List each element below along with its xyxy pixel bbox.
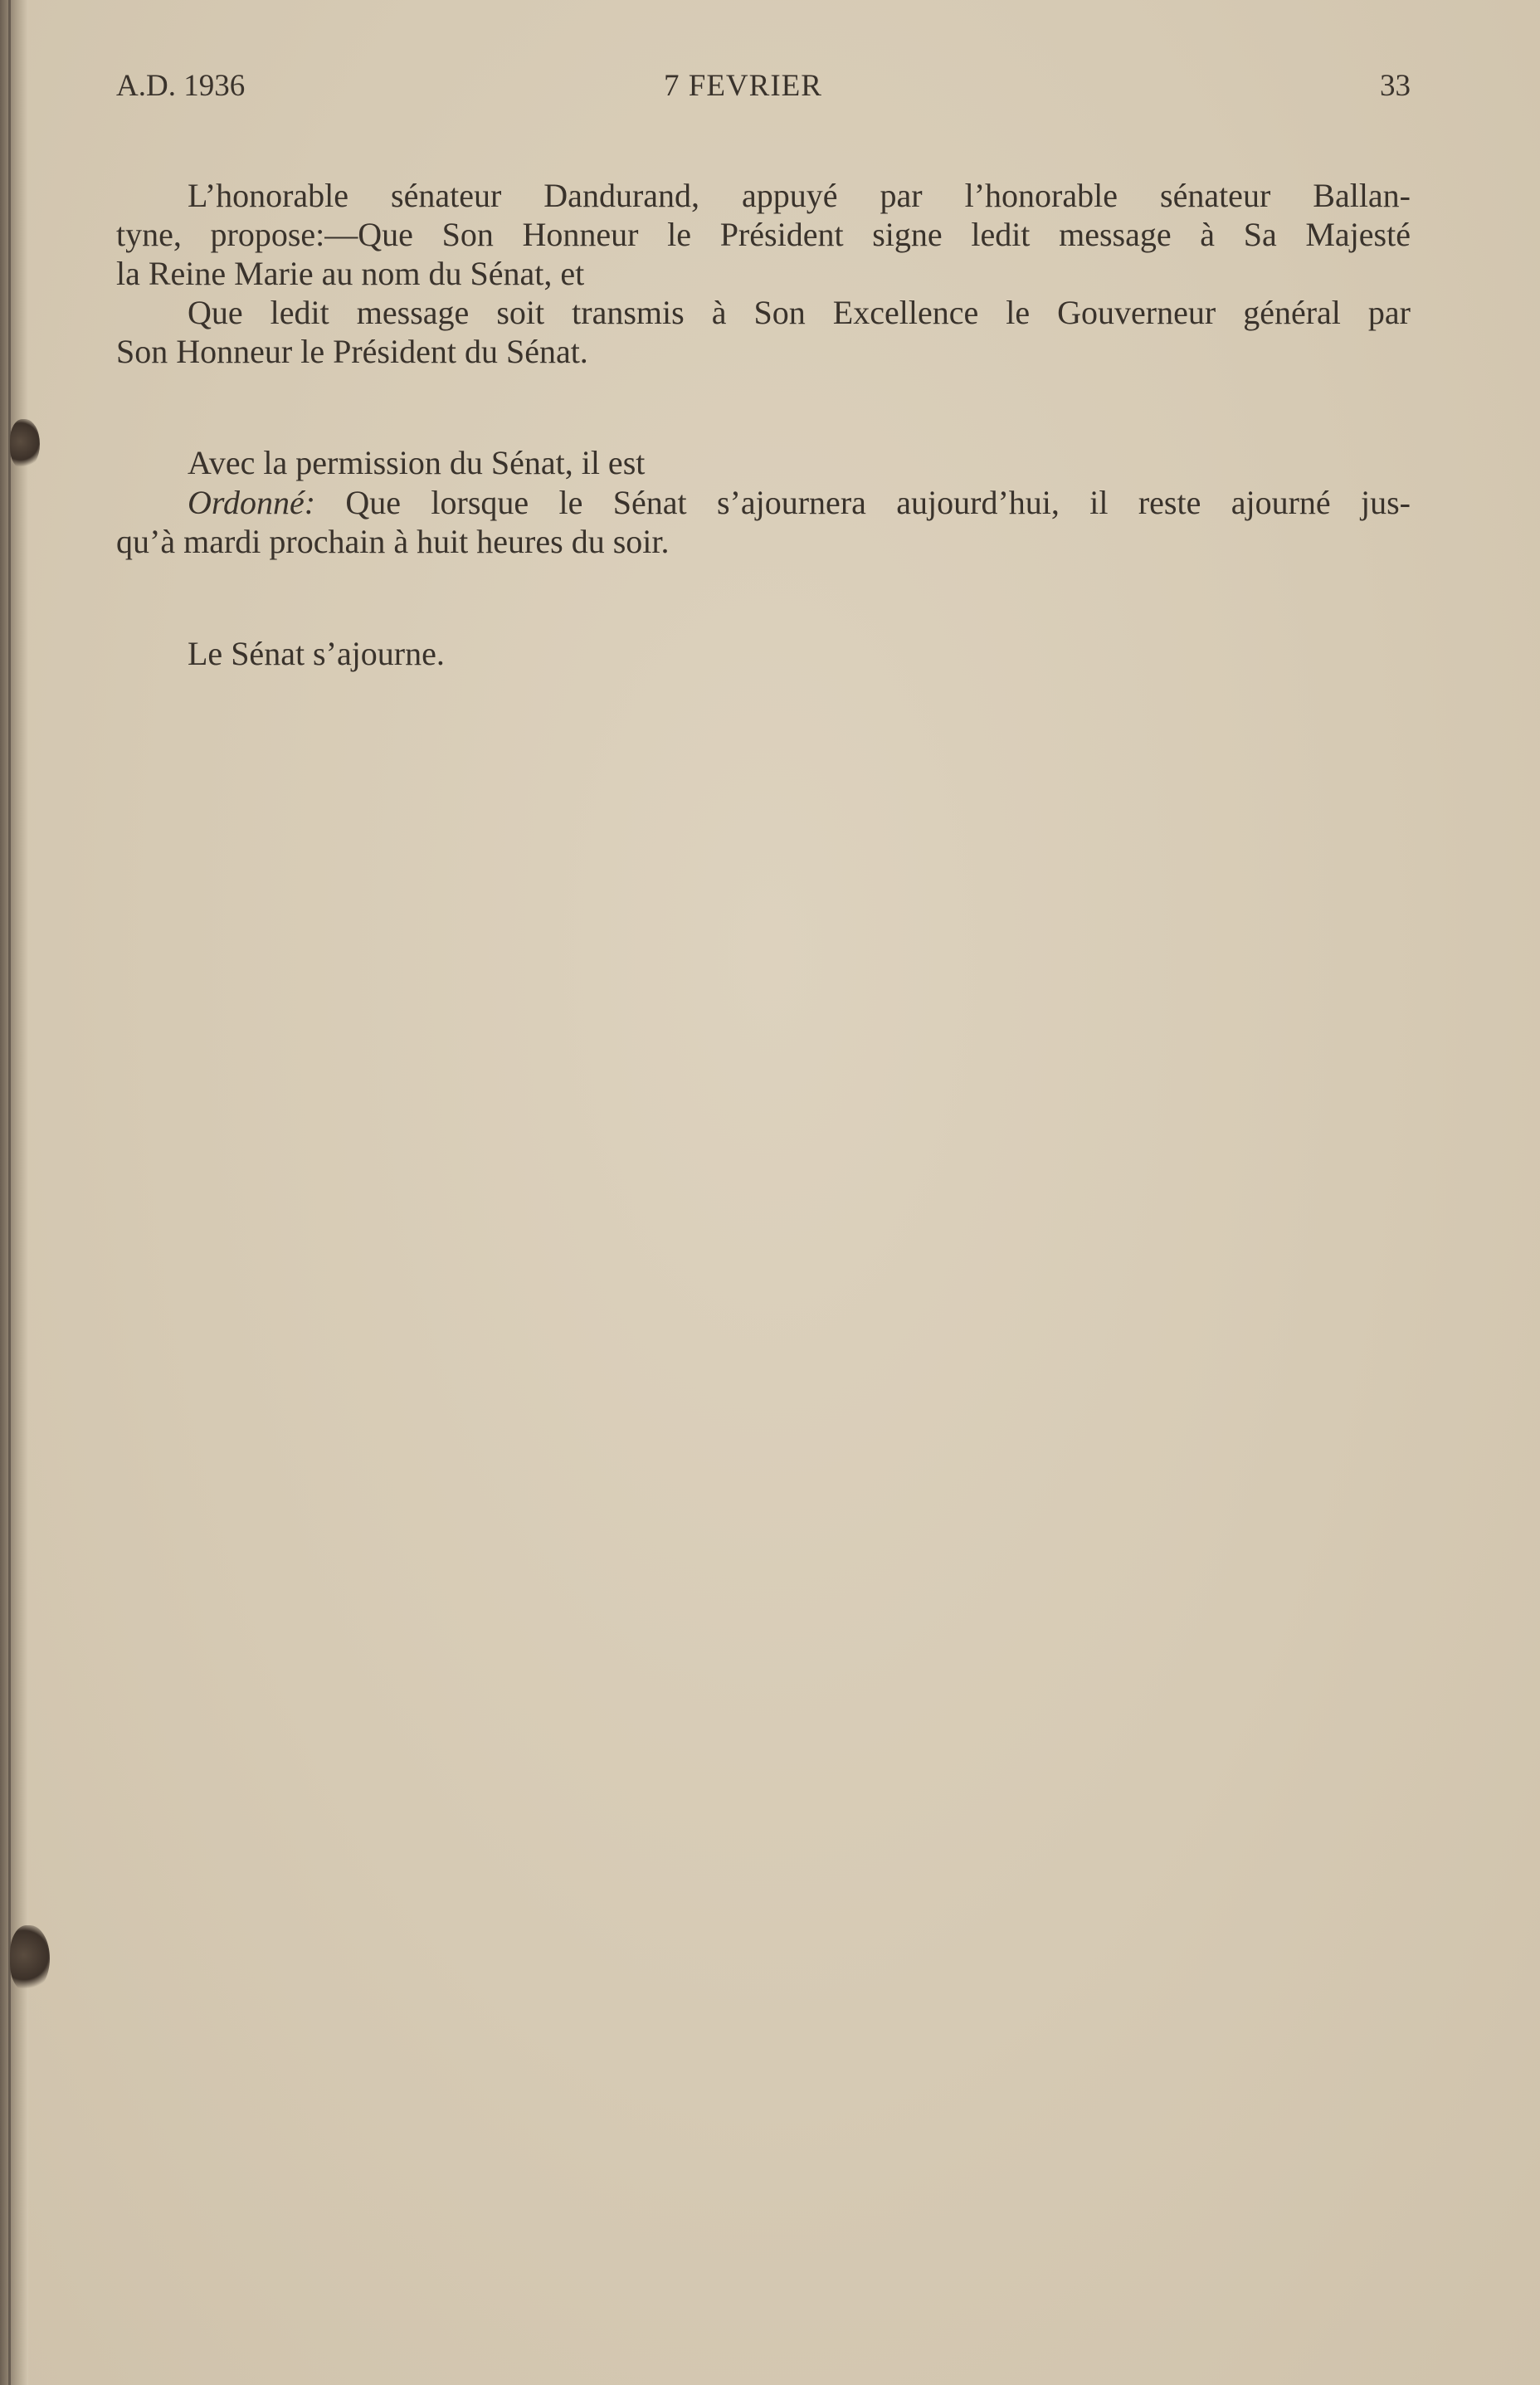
- book-spine-edge: [0, 0, 28, 2385]
- text-line: Son Honneur le Président du Sénat.: [116, 333, 588, 370]
- text-line: Que ledit message soit transmis à Son Excellence le Gouverneur général par: [188, 294, 1411, 331]
- paragraph-adjournment: [116, 634, 1411, 673]
- binding-line: [8, 0, 11, 2385]
- order-text: Que lorsque le Sénat s’ajournera aujourd’hui, il reste ajourné jus-: [315, 484, 1411, 521]
- paragraph-transmission: [116, 293, 1411, 371]
- binding-clip-mark: [10, 419, 40, 469]
- running-head: [116, 68, 1411, 110]
- text-line: [116, 483, 1411, 522]
- paragraph-permission: [116, 443, 1411, 482]
- binding-clip-mark: [10, 1925, 50, 1992]
- text-line: la Reine Marie au nom du Sénat, et: [116, 255, 585, 292]
- text-line: L’honorable sénateur Dandurand, appuyé par l’honorable sénateur Ballan-: [188, 177, 1411, 214]
- order-label: Ordonné:: [188, 484, 316, 521]
- running-head-title: 7 FEVRIER: [664, 69, 822, 103]
- text-line: Le Sénat s’ajourne.: [188, 635, 445, 672]
- text-line: qu’à mardi prochain à huit heures du soir.: [116, 523, 670, 560]
- running-head-date: A.D. 1936: [116, 69, 246, 103]
- text-line: tyne, propose:—Que Son Honneur le Président signe ledit message à Sa Majesté: [116, 216, 1411, 253]
- text-line: Avec la permission du Sénat, il est: [188, 444, 646, 481]
- paragraph-order: [116, 483, 1411, 561]
- page-number: 33: [1380, 69, 1411, 103]
- paragraph-motion: [116, 176, 1411, 293]
